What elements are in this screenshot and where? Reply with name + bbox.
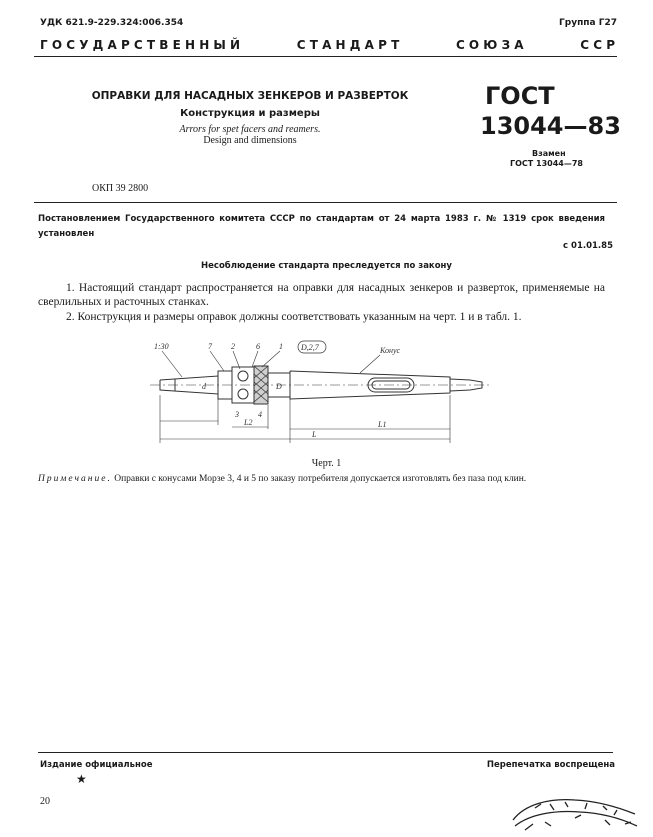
paragraph-2: 2. Конструкция и размеры оправок должны соответствовать указанным на черт. 1 и в табл. 1.	[66, 311, 522, 323]
replaces-label: Взамен	[532, 149, 566, 158]
note	[38, 473, 605, 486]
edition-label: Издание официальное	[40, 760, 153, 770]
page-number: 20	[40, 796, 50, 807]
banner-word: С С Р	[580, 38, 615, 52]
note-label: Примечание.	[38, 474, 112, 484]
introduction-date: с 01.01.85	[563, 241, 613, 251]
paragraph-1: 1. Настоящий стандарт распространяется на оправки для насадных зенкеров и разверток, применяемые на сверлильных и расточных станках.	[38, 282, 605, 308]
replaces-gost: ГОСТ 13044—78	[510, 159, 583, 168]
library-stamp-icon	[505, 790, 645, 835]
callout-label: L1	[378, 420, 387, 429]
document-title: ОПРАВКИ ДЛЯ НАСАДНЫХ ЗЕНКЕРОВ И РАЗВЕРТОК	[91, 90, 409, 102]
callout-label: Конус	[380, 346, 401, 355]
okp-code: ОКП 39 2800	[92, 183, 149, 194]
figure-caption: Черт. 1	[311, 458, 342, 469]
law-notice: Несоблюдение стандарта преследуется по закону	[201, 261, 452, 271]
callout-label: 1	[279, 342, 283, 351]
english-subtitle: Design and dimensions	[203, 135, 297, 146]
standard-banner	[40, 38, 615, 52]
footer-divider	[38, 752, 613, 753]
english-title: Arrors for spet facers and reamers.	[179, 124, 321, 135]
decree-text: Постановлением Государственного комитета СССР по стандартам от 24 марта 1983 г. № 1319 срок введения установлен	[38, 214, 605, 239]
banner-word: С Т А Н Д А Р Т	[296, 38, 400, 52]
callout-label: 6	[256, 342, 260, 351]
gost-number: 13044—83	[480, 112, 621, 140]
star-icon: ★	[76, 772, 87, 786]
callout-label: 4	[258, 410, 262, 419]
document-subtitle: Конструкция и размеры	[180, 108, 320, 119]
group-code: Группа Г27	[559, 18, 617, 28]
arbor-drawing	[140, 333, 500, 451]
banner-word: Г О С У Д А Р С Т В Е Н Н Ы Й	[40, 38, 241, 52]
callout-label: D,2,7	[301, 343, 319, 352]
callout-label: L2	[244, 418, 253, 427]
gost-label: ГОСТ	[485, 82, 555, 110]
reprint-notice: Перепечатка воспрещена	[486, 760, 615, 770]
header-divider	[34, 56, 617, 57]
section-divider	[34, 202, 617, 203]
note-text: Оправки с конусами Морзе 3, 4 и 5 по заказу потребителя допускается изготовлять без паза под клин.	[114, 474, 527, 484]
callout-label: 7	[208, 342, 212, 351]
callout-label: D	[276, 382, 282, 391]
callout-label: 2	[231, 342, 235, 351]
callout-label: 3	[235, 410, 239, 419]
callout-label: d	[202, 382, 206, 391]
banner-word: С О Ю З А	[455, 38, 524, 52]
udk-code: УДК 621.9-229.324:006.354	[40, 18, 184, 28]
callout-label: L	[312, 430, 317, 439]
callout-label: 1:30	[154, 342, 169, 351]
